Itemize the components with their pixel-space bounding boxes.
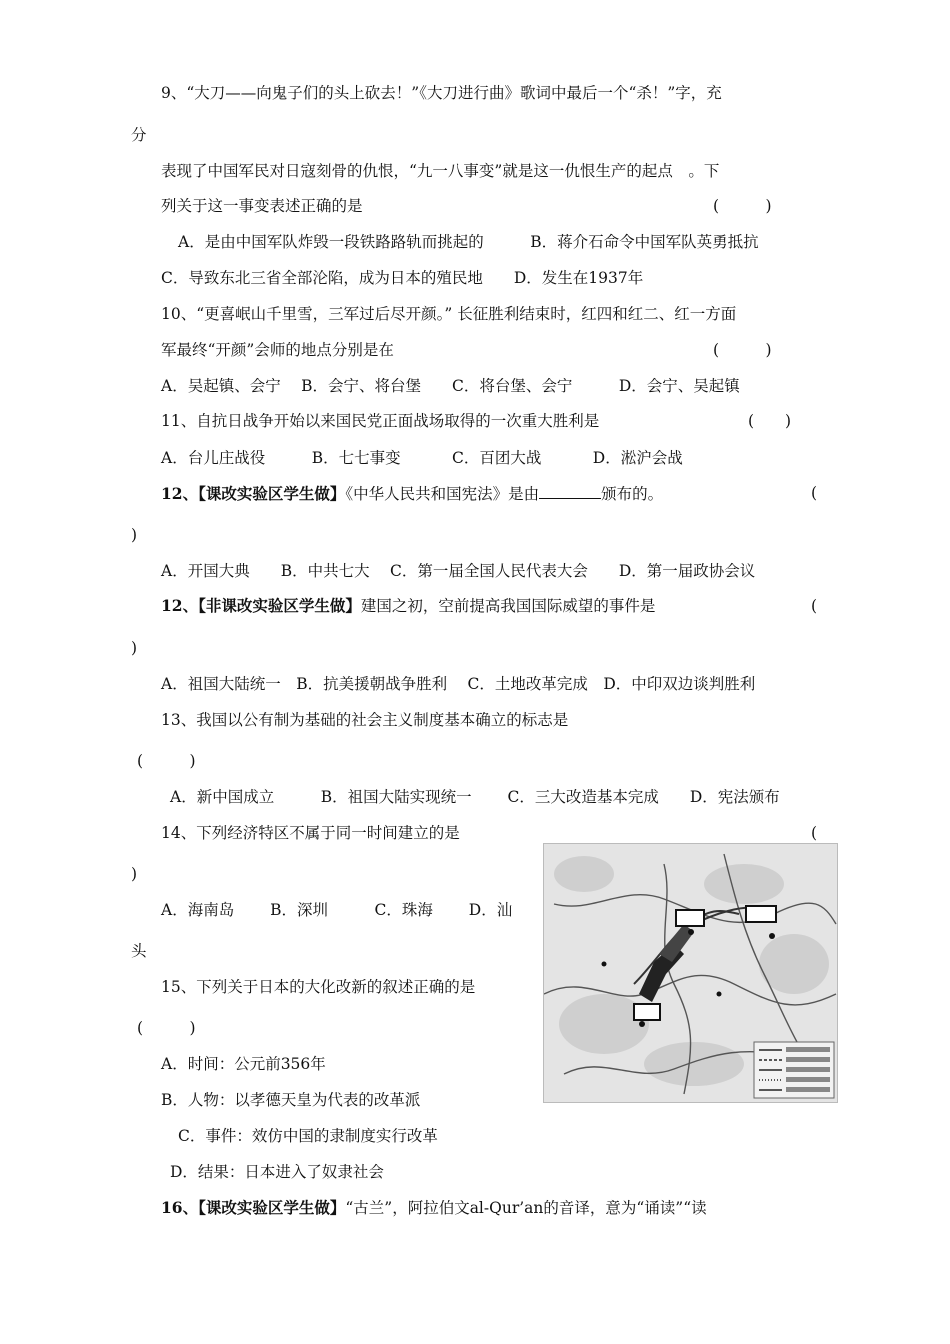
q15-option-d: D．结果：日本进入了奴隶社会 (170, 1163, 384, 1181)
q12a-text-after: 颁布的。 (601, 485, 664, 503)
q14-paren-close: ) (131, 865, 138, 883)
q15-line1: 15、下列关于日本的大化改新的叙述正确的是 (161, 978, 476, 996)
q10-answer-paren: ( ) (713, 341, 772, 359)
q15-option-b: B．人物：以孝德天皇为代表的改革派 (161, 1091, 421, 1109)
q9-answer-paren: ( ) (713, 197, 772, 215)
q16-line1 (161, 1198, 707, 1218)
q11-line1: 11、自抗日战争开始以来国民党正面战场取得的一次重大胜利是 (161, 412, 600, 430)
q14-line1: 14、下列经济特区不属于同一时间建立的是 (161, 824, 460, 842)
q12a-text: 《中华人民共和国宪法》是由 (345, 485, 540, 503)
q12a-tag: 【课改实验区学生做】 (198, 484, 346, 503)
q12b-options: A．祖国大陆统一 B．抗美援朝战争胜利 C．土地改革完成 D．中印双边谈判胜利 (161, 675, 756, 693)
q12b-number: 12、 (161, 596, 199, 615)
q12b-tag: 【非课改实验区学生做】 (198, 596, 361, 615)
q14-options-wrap: 头 (131, 942, 147, 960)
q16-tag: 【课改实验区学生做】 (198, 1198, 346, 1217)
q12b-paren-open: ( (811, 597, 818, 615)
q16-number: 16、 (161, 1198, 199, 1217)
q9-line2: 分 (131, 126, 147, 144)
q14-paren-open: ( (811, 824, 818, 842)
q10-line1: 10、“更喜岷山千里雪，三军过后尽开颜。” 长征胜利结束时，红四和红二、红一方面 (161, 305, 737, 323)
q12b-paren-close: ) (131, 639, 138, 657)
q9-options-cd: C．导致东北三省全部沦陷，成为日本的殖民地 D．发生在1937年 (161, 269, 644, 287)
q10-line2: 军最终“开颜”会师的地点分别是在 (161, 341, 394, 359)
q12b-text: 建国之初，空前提高我国国际威望的事件是 (360, 597, 656, 615)
q13-options: A．新中国成立 B．祖国大陆实现统一 C．三大改造基本完成 D．宪法颁布 (170, 788, 780, 806)
map-drawing (544, 844, 837, 1102)
q15-option-a: A．时间：公元前356年 (161, 1055, 326, 1073)
q12a-line1 (161, 483, 663, 504)
q12a-paren-open: ( (811, 484, 818, 502)
q12a-number: 12、 (161, 484, 199, 503)
q12a-paren-close: ) (131, 526, 138, 544)
q16-text: “古兰”，阿拉伯文al-Qur’an的音译，意为“诵读”“读 (345, 1199, 707, 1217)
q13-answer-paren: ( ) (137, 752, 196, 770)
q9-line3: 表现了中国军民对日寇刻骨的仇恨，“九一八事变”就是这一仇恨生产的起点 。下 (161, 162, 720, 180)
q10-options: A．吴起镇、会宁 B．会宁、将台堡 C．将台堡、会宁 D．会宁、吴起镇 (161, 377, 740, 395)
q9-line4: 列关于这一事变表述正确的是 (161, 197, 363, 215)
q15-option-c: C．事件：效仿中国的隶制度实行改革 (178, 1127, 438, 1145)
q12a-blank (539, 483, 601, 499)
q9-line1: 9、“大刀——向鬼子们的头上砍去！”《大刀进行曲》歌词中最后一个“杀！”字，充 (161, 84, 722, 102)
q12a-options: A．开国大典 B．中共七大 C．第一届全国人民代表大会 D．第一届政协会议 (161, 562, 756, 580)
q13-line1: 13、我国以公有制为基础的社会主义制度基本确立的标志是 (161, 711, 569, 729)
q9-options-ab: A．是由中国军队炸毁一段铁路路轨而挑起的 B．蒋介石命令中国军队英勇抵抗 (178, 233, 759, 251)
long-march-map-image (543, 843, 838, 1103)
q11-options: A．台儿庄战役 B．七七事变 C．百团大战 D．淞沪会战 (161, 449, 683, 467)
q11-answer-paren: ( ) (748, 412, 792, 430)
q15-answer-paren: ( ) (137, 1019, 196, 1037)
q12b-line1 (161, 596, 655, 616)
q14-options: A．海南岛 B．深圳 C．珠海 D．汕 (161, 901, 513, 919)
